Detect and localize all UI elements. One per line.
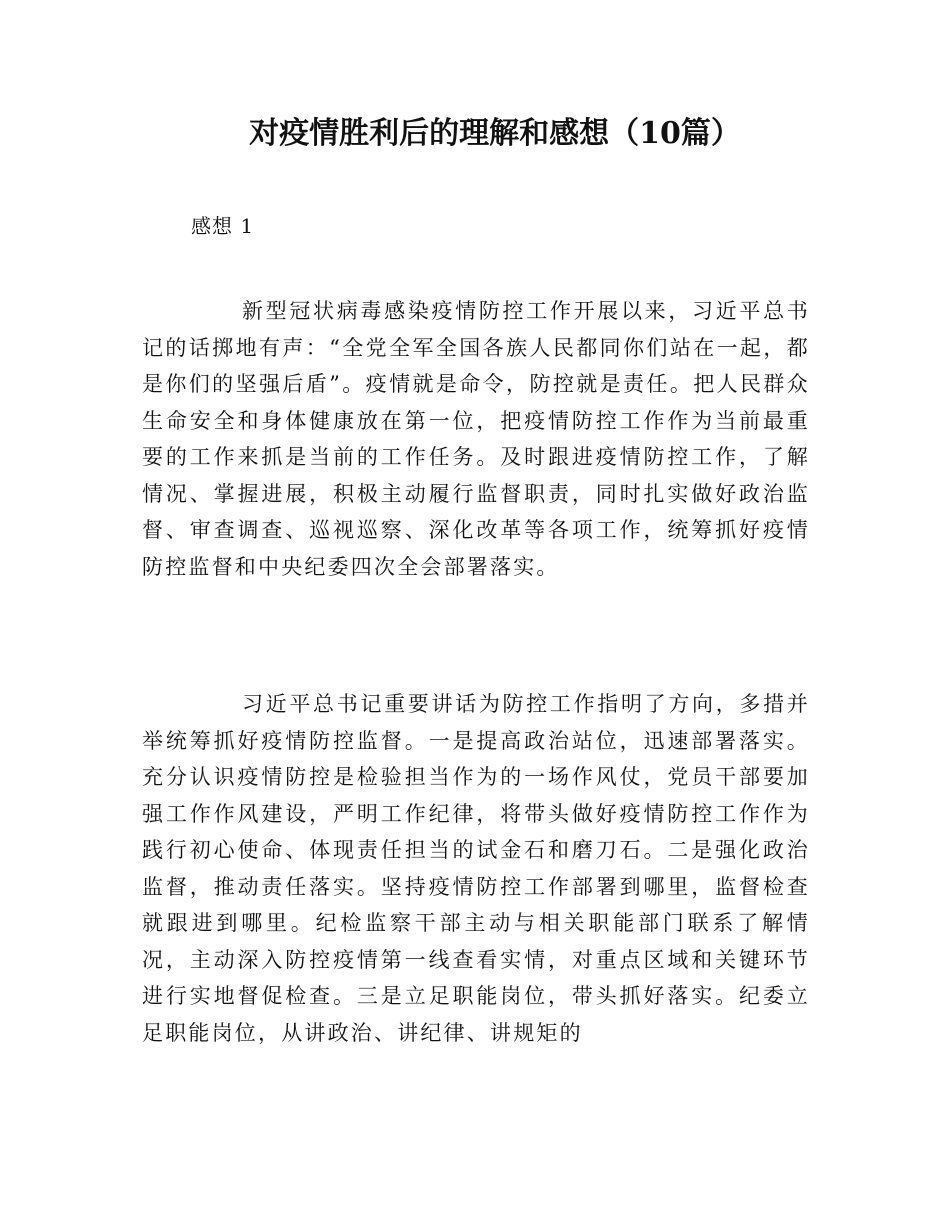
document-title: 对疫情胜利后的理解和感想（10篇） (249, 116, 741, 151)
body-paragraph-1: 新型冠状病毒感染疫情防控工作开展以来，习近平总书记的话掷地有声：“全党全军全国各族人民都同你们站在一起，都是你们的坚强后盾”。疫情就是命令，防控就是责任。把人民群众生命安全和身体健康放在第一位，把疫情防控工作作为当前最重要的工作来抓是当前的工作任务。及时跟进疫情防控工作，了解情况、掌握进展，积极主动履行监督职责，同时扎实做好政治监督、审查调查、巡视巡察、深化改革等各项工作，统筹抓好疫情防控监督和中央纪委四次全会部署落实。 (142, 299, 810, 579)
body-paragraph-2: 习近平总书记重要讲话为防控工作指明了方向，多措并举统筹抓好疫情防控监督。一是提高政治站位，迅速部署落实。充分认识疫情防控是检验担当作为的一场作风仗，党员干部要加强工作作风建设，严明工作纪律，将带头做好疫情防控工作作为践行初心使命、体现责任担当的试金石和磨刀石。二是强化政治监督，推动责任落实。坚持疫情防控工作部署到哪里，监督检查就跟进到哪里。纪检监察干部主动与相关职能部门联系了解情况，主动深入防控疫情第一线查看实情，对重点区域和关键环节进行实地督促检查。三是立足职能岗位，带头抓好落实。纪委立足职能岗位，从讲政治、讲纪律、讲规矩的 (142, 692, 810, 1045)
section-heading: 感想 1 (191, 214, 255, 238)
